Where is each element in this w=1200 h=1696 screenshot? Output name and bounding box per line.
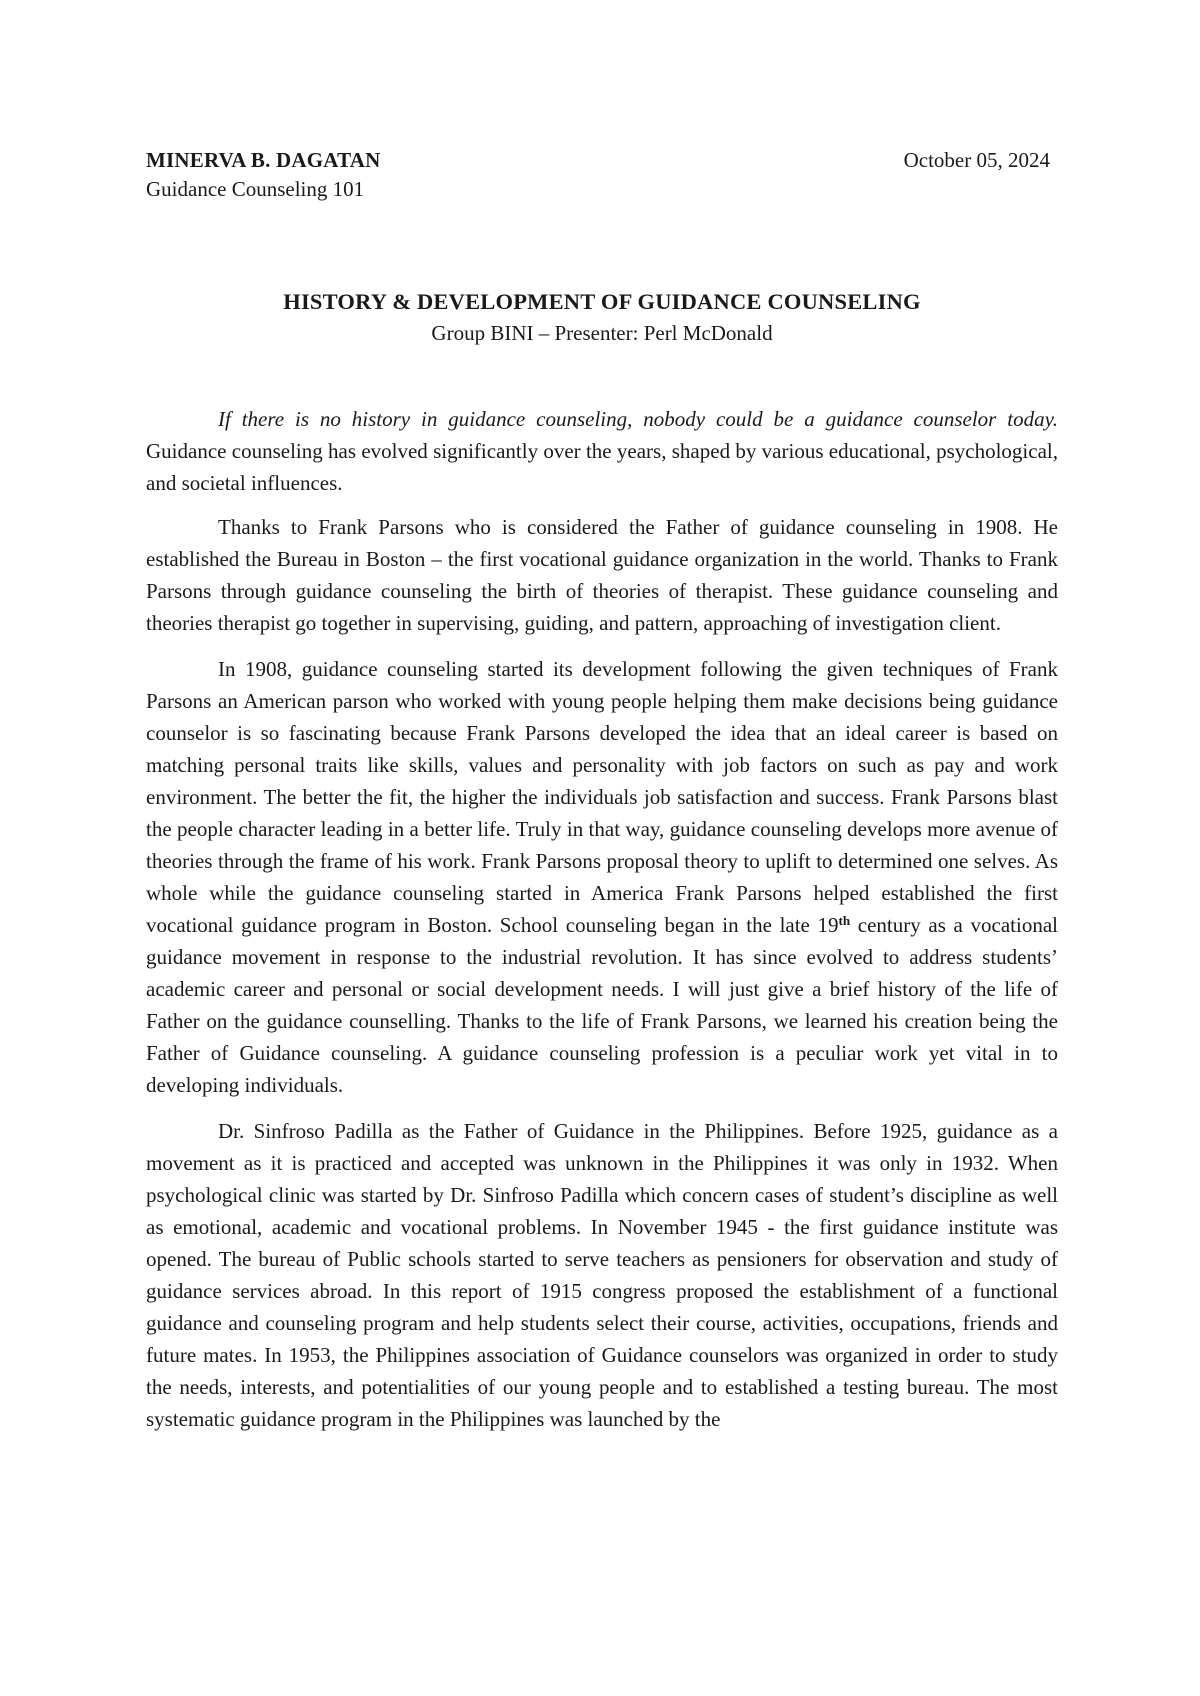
title-block xyxy=(146,286,1058,348)
paragraph-intro xyxy=(146,403,1058,499)
document-body xyxy=(146,403,1058,1449)
development-text-part1: In 1908, guidance counseling started its development following the given techniques of Frank Parsons an American parson who worked with young people helping them make decisions being guidance counselor is so fascinating because Frank Parsons developed the idea that an ideal career is based on matching personal traits like skills, values and personality with job factors on such as pay and work environment. The better the fit, the higher the individuals job satisfaction and success. Frank Parsons blast the people character leading in a better life. Truly in that way, guidance counseling develops more avenue of theories through the frame of his work. Frank Parsons proposal theory to uplift to determined one selves. As whole while the guidance counseling started in America Frank Parsons helped established the first vocational guidance program in Boston. School counseling began in the late 19 xyxy=(146,657,1058,937)
paragraph-philippines: Dr. Sinfroso Padilla as the Father of Guidance in the Philippines. Before 1925, guidance as a movement as it is practiced and accepted was unknown in the Philippines it was only in 1932. When psychological clinic was started by Dr. Sinfroso Padilla which concern cases of student’s discipline as well as emotional, academic and vocational problems. In November 1945 - the first guidance institute was opened. The bureau of Public schools started to serve teachers as pensioners for observation and study of guidance services abroad. In this report of 1915 congress proposed the establishment of a functional guidance and counseling program and help students select their course, activities, occupations, friends and future mates. In 1953, the Philippines association of Guidance counselors was organized in order to study the needs, interests, and potentialities of our young people and to established a testing bureau. The most systematic guidance program in the Philippines was launched by the xyxy=(146,1119,1058,1431)
intro-italic-sentence: If there is no history in guidance counseling, nobody could be a guidance counselor today. xyxy=(218,407,1058,431)
paragraph-development xyxy=(146,653,1058,1101)
ordinal-superscript: th xyxy=(838,913,851,928)
document-title: HISTORY & DEVELOPMENT OF GUIDANCE COUNSELING xyxy=(283,289,921,314)
course-name: Guidance Counseling 101 xyxy=(146,177,365,201)
author-name: MINERVA B. DAGATAN xyxy=(146,148,381,172)
paragraph-frank-parsons: Thanks to Frank Parsons who is considered the Father of guidance counseling in 1908. He established the Bureau in Boston – the first vocational guidance organization in the world. Thanks to Frank Parsons through guidance counseling the birth of theories of therapist. These guidance counseling and theories therapist go together in supervising, guiding, and pattern, approaching of investigation client. xyxy=(146,515,1058,635)
document-subtitle: Group BINI – Presenter: Perl McDonald xyxy=(431,321,773,345)
development-text-part2: century as a vocational guidance movement in response to the industrial revolution. It has since evolved to address students’ academic career and personal or social development needs. I will just give a brief history of the life of Father on the guidance counselling. Thanks to the life of Frank Parsons, we learned his creation being the Father of Guidance counseling. A guidance counseling profession is a peculiar work yet vital in to developing individuals. xyxy=(146,913,1059,1097)
intro-rest: Guidance counseling has evolved significantly over the years, shaped by various educational, psychological, and societal influences. xyxy=(146,439,1058,495)
document-header xyxy=(146,146,1050,204)
document-date: October 05, 2024 xyxy=(903,148,1050,172)
